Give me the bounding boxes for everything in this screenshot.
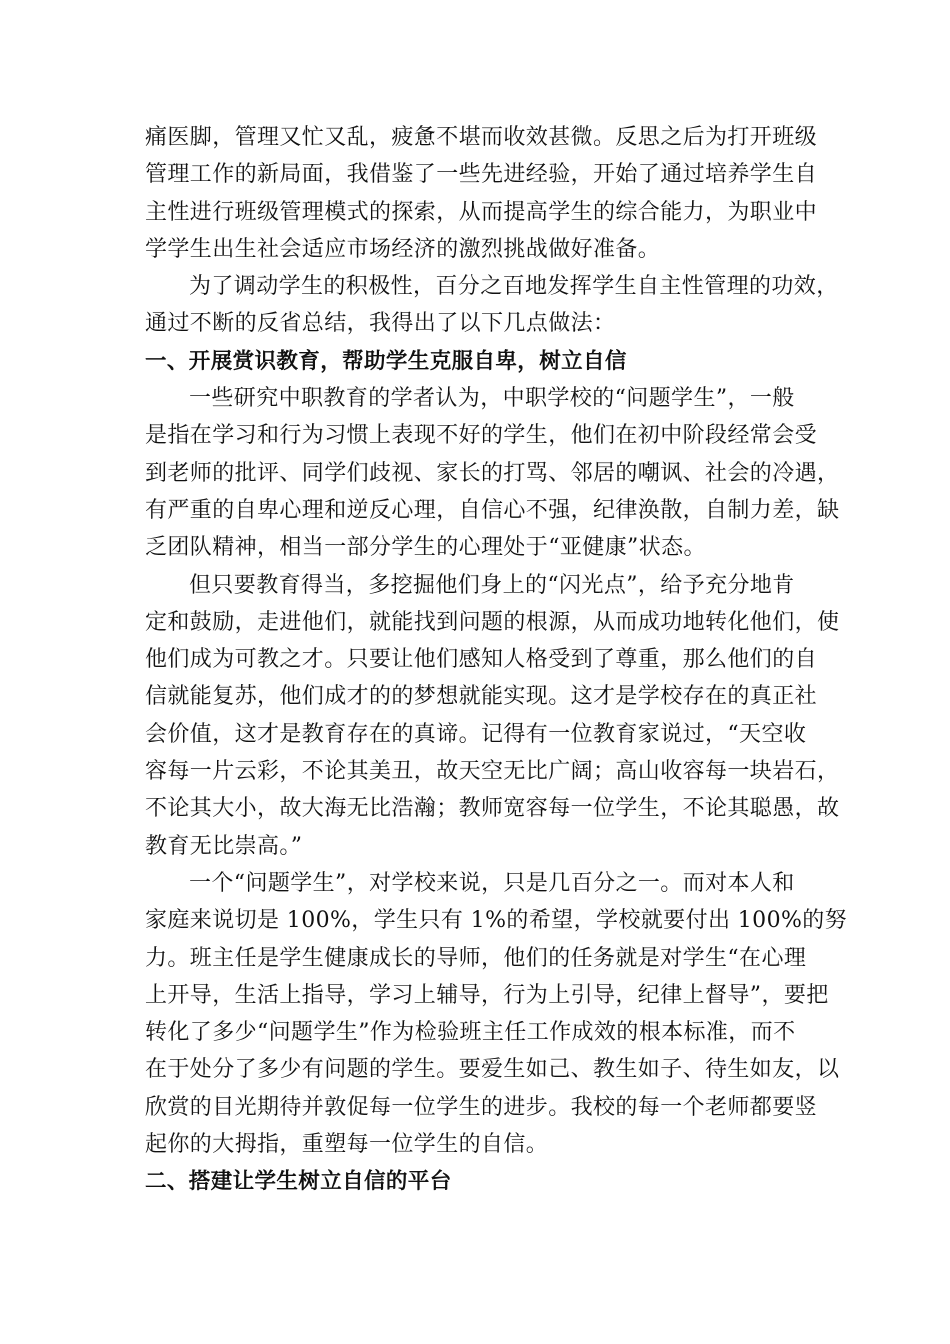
text-line: 力。班主任是学生健康成长的导师，他们的任务就是对学生“在心理 (145, 945, 807, 971)
text-line: 不论其大小，故大海无比浩瀚；教师宽容每一位学生，不论其聪愚，故 (145, 796, 840, 822)
text-line: 乏团队精神，相当一部分学生的心理处于“亚健康”状态。 (145, 535, 706, 561)
text-line: 会价值，这才是教育存在的真谛。记得有一位教育家说过，“天空收 (145, 721, 807, 747)
text-line: 容每一片云彩，不论其美丑，故天空无比广阔；高山收容每一块岩石， (145, 759, 840, 785)
text-line: 痛医脚，管理又忙又乱，疲惫不堪而收效甚微。反思之后为打开班级 (145, 125, 818, 150)
text-line: 是指在学习和行为习惯上表现不好的学生，他们在初中阶段经常会受 (145, 423, 818, 449)
section-heading-2 (145, 1163, 830, 1200)
text-line: 转化了多少“问题学生”作为检验班主任工作成效的根本标准，而不 (145, 1020, 796, 1046)
text-line: 家庭来说切是 100%，学生只有 1%的希望，学校就要付出 100%的努 (145, 908, 848, 934)
text-line: 教育无比崇高。” (145, 833, 303, 859)
text-line: 通过不断的反省总结，我得出了以下几点做法： (145, 311, 616, 337)
section-heading-1 (145, 343, 830, 380)
paragraph-methods-intro (145, 268, 839, 343)
text-line: 欣赏的目光期待并敦促每一位学生的进步。我校的每一个老师都要竖 (145, 1094, 818, 1120)
text-line: 他们成为可教之才。只要让他们感知人格受到了尊重，那么他们的自 (145, 647, 818, 673)
heading-text: 二、搭建让学生树立自信的平台 (145, 1169, 452, 1195)
text-line: 上开导，生活上指导，学习上辅导，行为上引导，纪律上督导”，要把 (145, 982, 829, 1008)
heading-text: 一、开展赏识教育，帮助学生克服自卑，树立自信 (145, 348, 627, 374)
paragraph-intro-continuation (145, 119, 830, 268)
text-line: 一个“问题学生”，对学校来说，只是几百分之一。而对本人和 (189, 870, 795, 896)
text-line: 到老师的批评、同学们歧视、家长的打骂、邻居的嘲讽、社会的冷遇， (145, 460, 840, 486)
text-line: 管理工作的新局面，我借鉴了一些先进经验，开始了通过培养学生自 (145, 162, 818, 188)
text-line: 信就能复苏，他们成才的的梦想就能实现。这才是学校存在的真正社 (145, 684, 818, 710)
document-body (145, 119, 848, 1201)
text-line: 主性进行班级管理模式的探索，从而提高学生的综合能力，为职业中 (145, 199, 818, 225)
text-line: 为了调动学生的积极性，百分之百地发挥学生自主性管理的功效， (189, 274, 839, 300)
text-line: 在于处分了多少有问题的学生。要爱生如己、教生如子、待生如友，以 (145, 1057, 840, 1083)
paragraph-teacher-role (145, 865, 848, 1163)
text-line: 定和鼓励，走进他们，就能找到问题的根源，从而成功地转化他们，使 (145, 609, 840, 635)
text-line: 有严重的自卑心理和逆反心理，自信心不强，纪律涣散，自制力差，缺 (145, 497, 840, 523)
paragraph-problem-students (145, 380, 840, 566)
text-line: 学学生出生社会适应市场经济的激烈挑战做好准备。 (145, 236, 661, 262)
text-line: 一些研究中职教育的学者认为，中职学校的“问题学生”，一般 (189, 386, 795, 412)
paragraph-proper-education (145, 567, 840, 865)
text-line: 起你的大拇指，重塑每一位学生的自信。 (145, 1132, 549, 1158)
text-line: 但只要教育得当，多挖掘他们身上的“闪光点”，给予充分地肯 (189, 572, 795, 598)
